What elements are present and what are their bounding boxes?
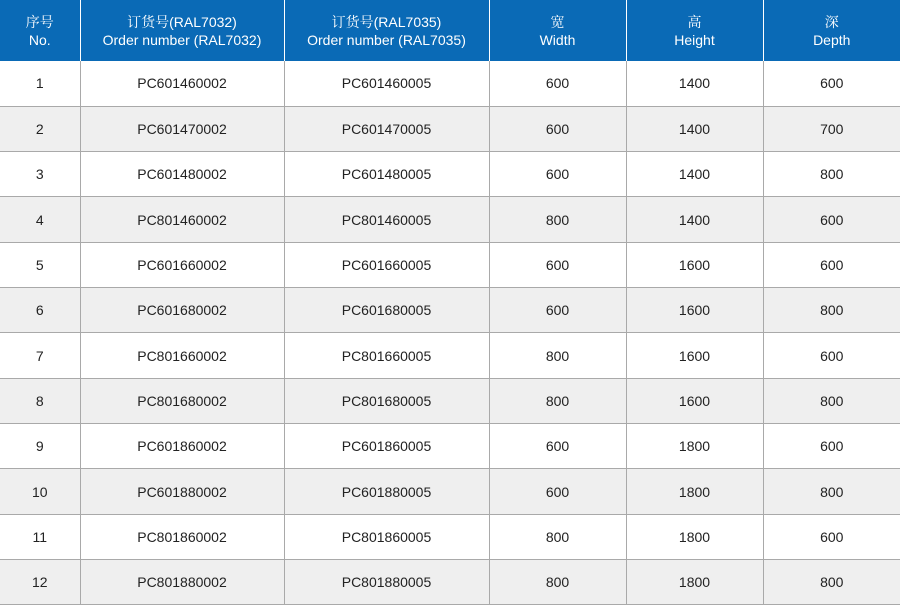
cell-width: 800 [489, 378, 626, 423]
header-order-ral7035-cn: 订货号(RAL7035) [331, 13, 442, 30]
table-row [0, 242, 900, 287]
cell-height: 1400 [626, 197, 763, 242]
cell-order-ral7035: PC601460005 [284, 61, 489, 106]
cell-width: 800 [489, 514, 626, 559]
cell-no: 11 [0, 514, 80, 559]
header-width [489, 0, 626, 61]
cell-order-ral7035: PC601880005 [284, 469, 489, 514]
cell-order-ral7035: PC601660005 [284, 242, 489, 287]
table-row [0, 106, 900, 151]
header-height-cn: 高 [687, 13, 702, 30]
cell-order-ral7035: PC801860005 [284, 514, 489, 559]
cell-no: 2 [0, 106, 80, 151]
header-no [0, 0, 80, 61]
header-depth-cn: 深 [824, 13, 839, 30]
cell-depth: 600 [763, 61, 900, 106]
cell-height: 1800 [626, 424, 763, 469]
header-depth-en: Depth [813, 31, 851, 48]
cell-depth: 600 [763, 197, 900, 242]
cell-height: 1400 [626, 106, 763, 151]
cell-height: 1600 [626, 288, 763, 333]
header-order-ral7035-en: Order number (RAL7035) [307, 31, 466, 48]
cell-order-ral7032: PC801660002 [80, 333, 284, 378]
cell-order-ral7035: PC801880005 [284, 560, 489, 605]
cell-order-ral7032: PC801680002 [80, 378, 284, 423]
cell-height: 1800 [626, 514, 763, 559]
cell-order-ral7032: PC801880002 [80, 560, 284, 605]
cell-order-ral7035: PC601860005 [284, 424, 489, 469]
cell-width: 800 [489, 560, 626, 605]
table-row [0, 514, 900, 559]
cell-width: 600 [489, 469, 626, 514]
table-row [0, 560, 900, 605]
cell-order-ral7035: PC801680005 [284, 378, 489, 423]
header-order-ral7032 [80, 0, 284, 61]
cell-height: 1600 [626, 242, 763, 287]
cell-order-ral7035: PC801660005 [284, 333, 489, 378]
cell-depth: 800 [763, 152, 900, 197]
header-height [626, 0, 763, 61]
cell-depth: 800 [763, 469, 900, 514]
cell-width: 600 [489, 424, 626, 469]
cell-order-ral7032: PC601860002 [80, 424, 284, 469]
cell-no: 10 [0, 469, 80, 514]
table-body [0, 61, 900, 605]
cell-order-ral7032: PC601680002 [80, 288, 284, 333]
cell-depth: 600 [763, 424, 900, 469]
cell-order-ral7035: PC601480005 [284, 152, 489, 197]
header-row [0, 0, 900, 61]
cell-height: 1800 [626, 469, 763, 514]
table-row [0, 424, 900, 469]
header-order-ral7032-en: Order number (RAL7032) [102, 31, 262, 48]
cell-width: 600 [489, 152, 626, 197]
cell-height: 1600 [626, 378, 763, 423]
cell-order-ral7032: PC801860002 [80, 514, 284, 559]
cell-width: 600 [489, 61, 626, 106]
table-row [0, 469, 900, 514]
cell-width: 800 [489, 333, 626, 378]
table-row [0, 333, 900, 378]
cell-height: 1400 [626, 61, 763, 106]
header-order-ral7035 [284, 0, 489, 61]
cell-order-ral7032: PC601460002 [80, 61, 284, 106]
cell-width: 600 [489, 242, 626, 287]
cell-no: 3 [0, 152, 80, 197]
cell-height: 1400 [626, 152, 763, 197]
cell-no: 9 [0, 424, 80, 469]
cell-width: 600 [489, 106, 626, 151]
cell-depth: 600 [763, 333, 900, 378]
cell-depth: 800 [763, 560, 900, 605]
header-depth [763, 0, 900, 61]
cell-width: 800 [489, 197, 626, 242]
cell-order-ral7032: PC801460002 [80, 197, 284, 242]
cell-depth: 700 [763, 106, 900, 151]
table-row [0, 288, 900, 333]
cell-order-ral7035: PC801460005 [284, 197, 489, 242]
cell-depth: 800 [763, 378, 900, 423]
cell-order-ral7035: PC601680005 [284, 288, 489, 333]
table-row [0, 152, 900, 197]
cell-no: 8 [0, 378, 80, 423]
cell-depth: 600 [763, 242, 900, 287]
header-width-cn: 宽 [550, 13, 565, 30]
cell-order-ral7032: PC601880002 [80, 469, 284, 514]
header-height-en: Height [674, 31, 715, 48]
cell-width: 600 [489, 288, 626, 333]
cell-order-ral7035: PC601470005 [284, 106, 489, 151]
cell-height: 1800 [626, 560, 763, 605]
table-row [0, 197, 900, 242]
cell-no: 4 [0, 197, 80, 242]
cell-order-ral7032: PC601470002 [80, 106, 284, 151]
table-row [0, 61, 900, 106]
header-no-cn: 序号 [25, 13, 54, 30]
cell-order-ral7032: PC601660002 [80, 242, 284, 287]
cell-no: 5 [0, 242, 80, 287]
cell-no: 7 [0, 333, 80, 378]
table-header [0, 0, 900, 61]
table-row [0, 378, 900, 423]
cell-order-ral7032: PC601480002 [80, 152, 284, 197]
cell-depth: 600 [763, 514, 900, 559]
cell-depth: 800 [763, 288, 900, 333]
header-width-en: Width [539, 31, 576, 48]
cell-no: 6 [0, 288, 80, 333]
header-no-en: No. [28, 31, 51, 48]
cell-height: 1600 [626, 333, 763, 378]
cell-no: 12 [0, 560, 80, 605]
cell-no: 1 [0, 61, 80, 106]
header-order-ral7032-cn: 订货号(RAL7032) [127, 13, 237, 30]
